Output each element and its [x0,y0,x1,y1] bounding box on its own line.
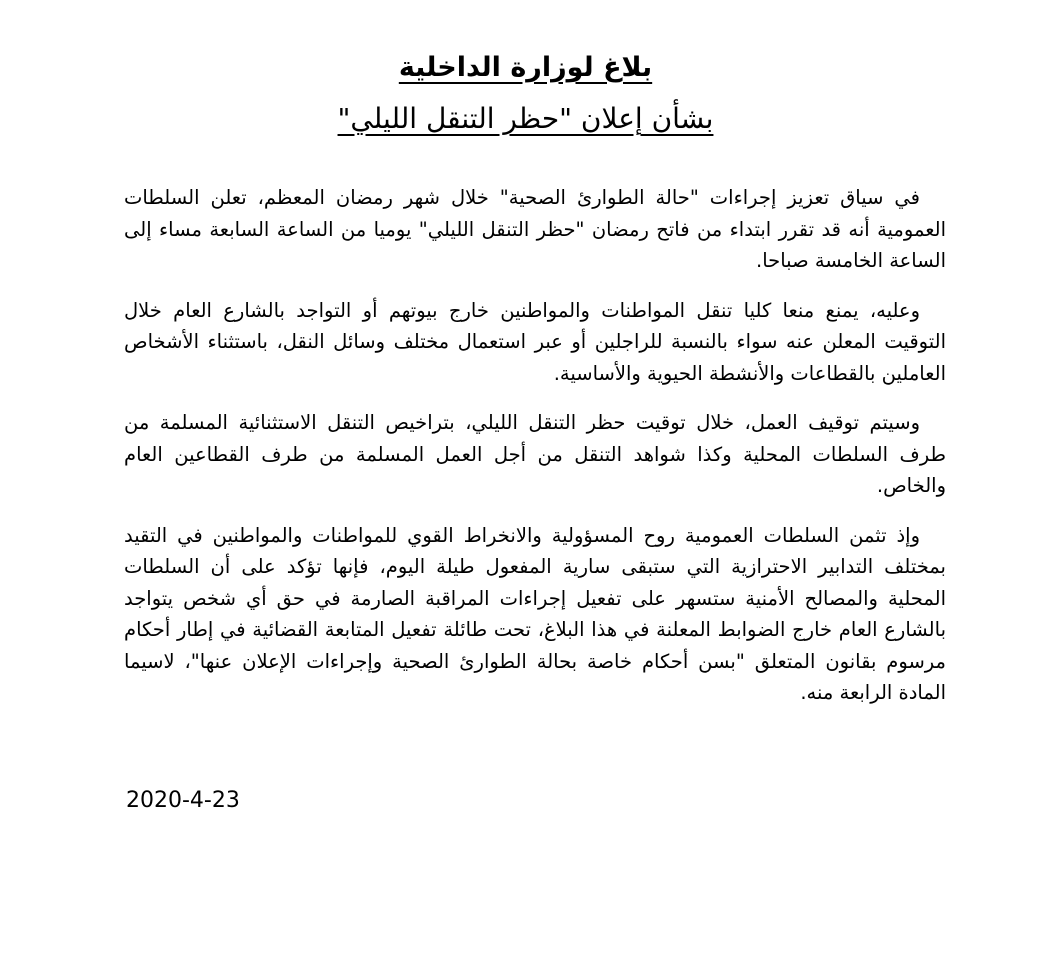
paragraph-1: في سياق تعزيز إجراءات "حالة الطوارئ الصحية" خلال شهر رمضان المعظم، تعلن السلطات العمومية أنه قد تقرر ابتداء من فاتح رمضان "حظر التنقل الليلي" يوميا من الساعة السابعة مساء إلى الساعة الخامسة صباحا. [124,186,946,272]
document-header [0,48,1051,140]
paragraph-4: وإذ تثمن السلطات العمومية روح المسؤولية والانخراط القوي للمواطنات والمواطنين في التقيد بمختلف التدابير الاحترازية التي ستبقى سارية المفعول طيلة اليوم، فإنها تؤكد على أن السلطات المحلية والمصالح الأمنية ستسهر على تفعيل إجراءات المراقبة الصارمة في حق أي شخص يتواجد بالشارع العام خارج الضوابط المعلنة في هذا البلاغ، تحت طائلة تفعيل المتابعة القضائية في إطار أحكام مرسوم بقانون المتعلق "بسن أحكام خاصة بحالة الطوارئ الصحية وإجراءات الإعلان عنها"، لاسيما المادة الرابعة منه. [124,523,946,704]
document-title: بلاغ لوزارة الداخلية [398,52,653,83]
paragraph-2: وعليه، يمنع منعا كليا تنقل المواطنات والمواطنين خارج بيوتهم أو التواجد بالشارع العام خلال التوقيت المعلن عنه سواء بالنسبة للراجلين أو عبر استعمال مختلف وسائل النقل، باستثناء الأشخاص العاملين بالقطاعات والأنشطة الحيوية والأساسية. [124,298,946,385]
document-body [124,182,946,727]
paragraph-3: وسيتم توقيف العمل، خلال توقيت حظر التنقل الليلي، بتراخيص التنقل الاستثنائية المسلمة من طرف السلطات المحلية وكذا شواهد التنقل من أجل العمل المسلمة من طرف القطاعين العام والخاص. [124,411,946,497]
document-subtitle: بشأن إعلان "حظر التنقل الليلي" [337,102,714,135]
document-date: 2020-4-23 [126,788,240,813]
